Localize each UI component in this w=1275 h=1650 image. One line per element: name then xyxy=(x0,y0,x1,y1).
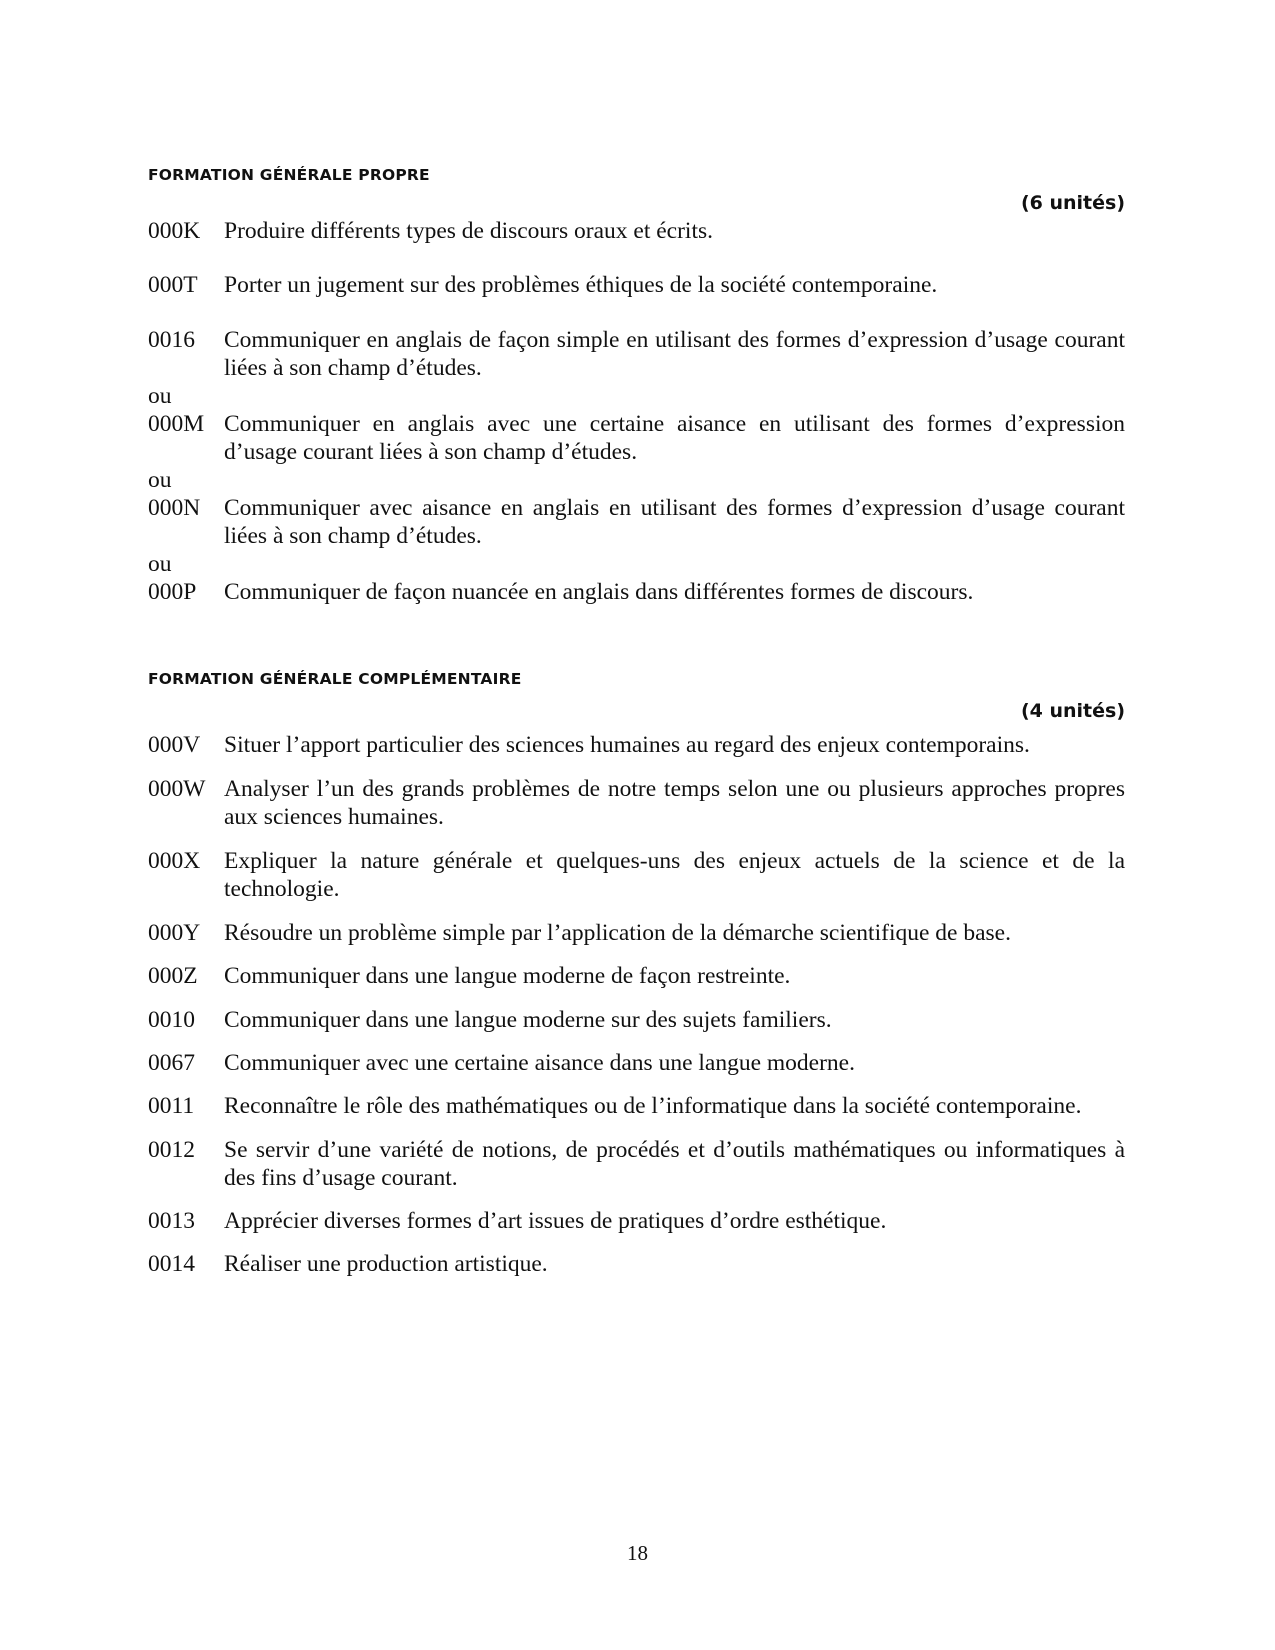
competency-item xyxy=(148,1250,1125,1278)
competency-code: 0014 xyxy=(148,1251,195,1277)
competency-text: Communiquer avec aisance en anglais en utilisant des formes d’expression d’usage courant liées à son champ d’études. xyxy=(224,495,1125,549)
competency-item xyxy=(148,962,1125,990)
competency-code: 000Y xyxy=(148,920,201,946)
page-number: 18 xyxy=(627,1541,648,1565)
competency-item xyxy=(148,326,1125,382)
competency-code: 000Z xyxy=(148,963,198,989)
competency-code: 0016 xyxy=(148,327,195,353)
competency-code: 0013 xyxy=(148,1208,195,1234)
competency-code: 000N xyxy=(148,495,201,521)
competency-code: 000W xyxy=(148,776,206,802)
competency-text: Communiquer dans une langue moderne sur des sujets familiers. xyxy=(224,1007,832,1033)
section-units-propre: (6 unités) xyxy=(1020,192,1125,214)
competency-item xyxy=(148,410,1125,466)
competency-item xyxy=(148,1136,1125,1192)
competency-code: 000T xyxy=(148,272,198,298)
competency-item xyxy=(148,919,1125,947)
competency-text: Analyser l’un des grands problèmes de notre temps selon une ou plusieurs approches propres aux sciences humaines. xyxy=(224,776,1125,830)
competency-item xyxy=(148,217,1125,245)
or-separator: ou xyxy=(148,551,172,577)
or-separator: ou xyxy=(148,383,172,409)
competency-text: Résoudre un problème simple par l’application de la démarche scientifique de base. xyxy=(224,920,1011,946)
or-separator: ou xyxy=(148,467,172,493)
competency-code: 0011 xyxy=(148,1093,195,1119)
competency-text: Situer l’apport particulier des sciences humaines au regard des enjeux contemporains. xyxy=(224,732,1030,758)
competency-item xyxy=(148,1006,1125,1034)
competency-item xyxy=(148,1207,1125,1235)
competency-item xyxy=(148,578,1125,606)
competency-item xyxy=(148,1049,1125,1077)
competency-text: Porter un jugement sur des problèmes éthiques de la société contemporaine. xyxy=(224,272,938,298)
competency-text: Communiquer dans une langue moderne de façon restreinte. xyxy=(224,963,791,989)
competency-item xyxy=(148,775,1125,831)
competency-text: Reconnaître le rôle des mathématiques ou de l’informatique dans la société contemporaine. xyxy=(224,1093,1082,1119)
competency-code: 000X xyxy=(148,848,201,874)
section-title-propre: FORMATION GÉNÉRALE PROPRE xyxy=(148,166,430,184)
document-page xyxy=(148,163,1125,1278)
competency-text: Produire différents types de discours oraux et écrits. xyxy=(224,218,714,244)
competency-text: Réaliser une production artistique. xyxy=(224,1251,548,1277)
competency-code: 000M xyxy=(148,411,205,437)
section-title-complementaire: FORMATION GÉNÉRALE COMPLÉMENTAIRE xyxy=(148,670,522,688)
competency-text: Se servir d’une variété de notions, de procédés et d’outils mathématiques ou informatiques à des fins d’usage courant. xyxy=(224,1137,1125,1191)
competency-code: 0012 xyxy=(148,1137,195,1163)
competency-code: 000K xyxy=(148,218,201,244)
competency-text: Communiquer avec une certaine aisance dans une langue moderne. xyxy=(224,1050,855,1076)
competency-code: 0010 xyxy=(148,1007,195,1033)
competency-code: 0067 xyxy=(148,1050,195,1076)
competency-text: Communiquer en anglais de façon simple en utilisant des formes d’expression d’usage courant liées à son champ d’études. xyxy=(224,327,1125,381)
competency-text: Expliquer la nature générale et quelques-uns des enjeux actuels de la science et de la technologie. xyxy=(224,848,1125,902)
competency-item xyxy=(148,731,1125,759)
competency-text: Apprécier diverses formes d’art issues de pratiques d’ordre esthétique. xyxy=(224,1208,887,1234)
competency-item xyxy=(148,271,1125,299)
competency-item xyxy=(148,847,1125,903)
competency-text: Communiquer de façon nuancée en anglais dans différentes formes de discours. xyxy=(224,579,974,605)
competency-item xyxy=(148,1092,1125,1120)
competency-code: 000V xyxy=(148,732,201,758)
competency-text: Communiquer en anglais avec une certaine aisance en utilisant des formes d’expression d’usage courant liées à son champ d’études. xyxy=(224,411,1125,465)
competency-code: 000P xyxy=(148,579,197,605)
section-units-complementaire: (4 unités) xyxy=(1020,700,1125,722)
competency-item xyxy=(148,494,1125,550)
